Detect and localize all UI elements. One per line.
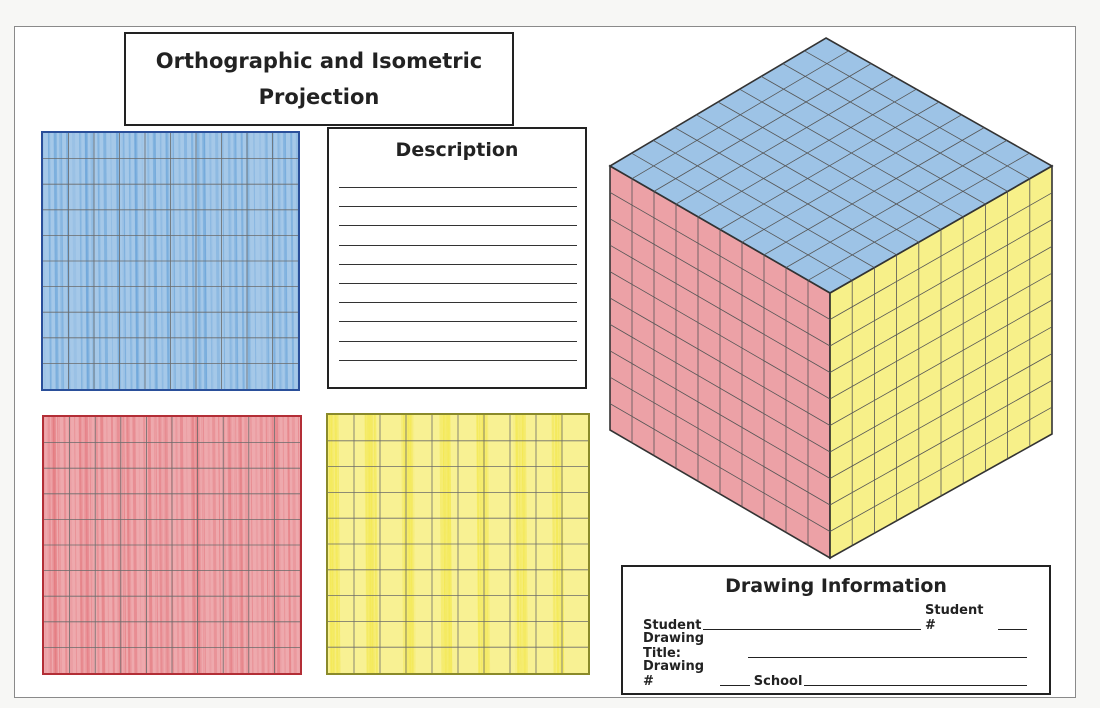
school-label: School: [753, 674, 803, 689]
description-line[interactable]: [339, 321, 577, 322]
student-number-label: Student #: [925, 603, 984, 633]
drawing-number-field[interactable]: [720, 671, 750, 686]
drawing-title-field[interactable]: [748, 643, 1027, 658]
drawing-title-label: Drawing Title:: [643, 631, 705, 661]
isometric-cube: [606, 36, 1066, 564]
drawing-information-box: [621, 565, 1051, 695]
description-heading: Description: [395, 139, 519, 161]
description-line[interactable]: [339, 283, 577, 284]
side-view-yellow: [326, 413, 590, 675]
drawing-information-heading: Drawing Information: [725, 575, 947, 597]
front-view-red: [42, 415, 302, 675]
drawing-number-label: Drawing #: [643, 659, 705, 689]
student-row: [643, 603, 1031, 633]
student-field[interactable]: [703, 615, 921, 630]
title-line-1: Orthographic and Isometric: [155, 49, 483, 73]
description-line[interactable]: [339, 245, 577, 246]
top-view-blue: [41, 131, 300, 391]
description-line[interactable]: [339, 206, 577, 207]
description-line[interactable]: [339, 302, 577, 303]
description-line[interactable]: [339, 360, 577, 361]
description-line[interactable]: [339, 187, 577, 188]
title-box: [124, 32, 514, 126]
title-line-2: Projection: [258, 85, 380, 109]
description-line[interactable]: [339, 264, 577, 265]
student-number-field[interactable]: [998, 615, 1027, 630]
description-box: [327, 127, 587, 389]
school-field[interactable]: [804, 671, 1027, 686]
student-label: Student: [643, 618, 702, 633]
drawing-title-row: [643, 631, 1031, 661]
description-line[interactable]: [339, 341, 577, 342]
drawing-number-row: [643, 659, 1031, 689]
description-line[interactable]: [339, 225, 577, 226]
